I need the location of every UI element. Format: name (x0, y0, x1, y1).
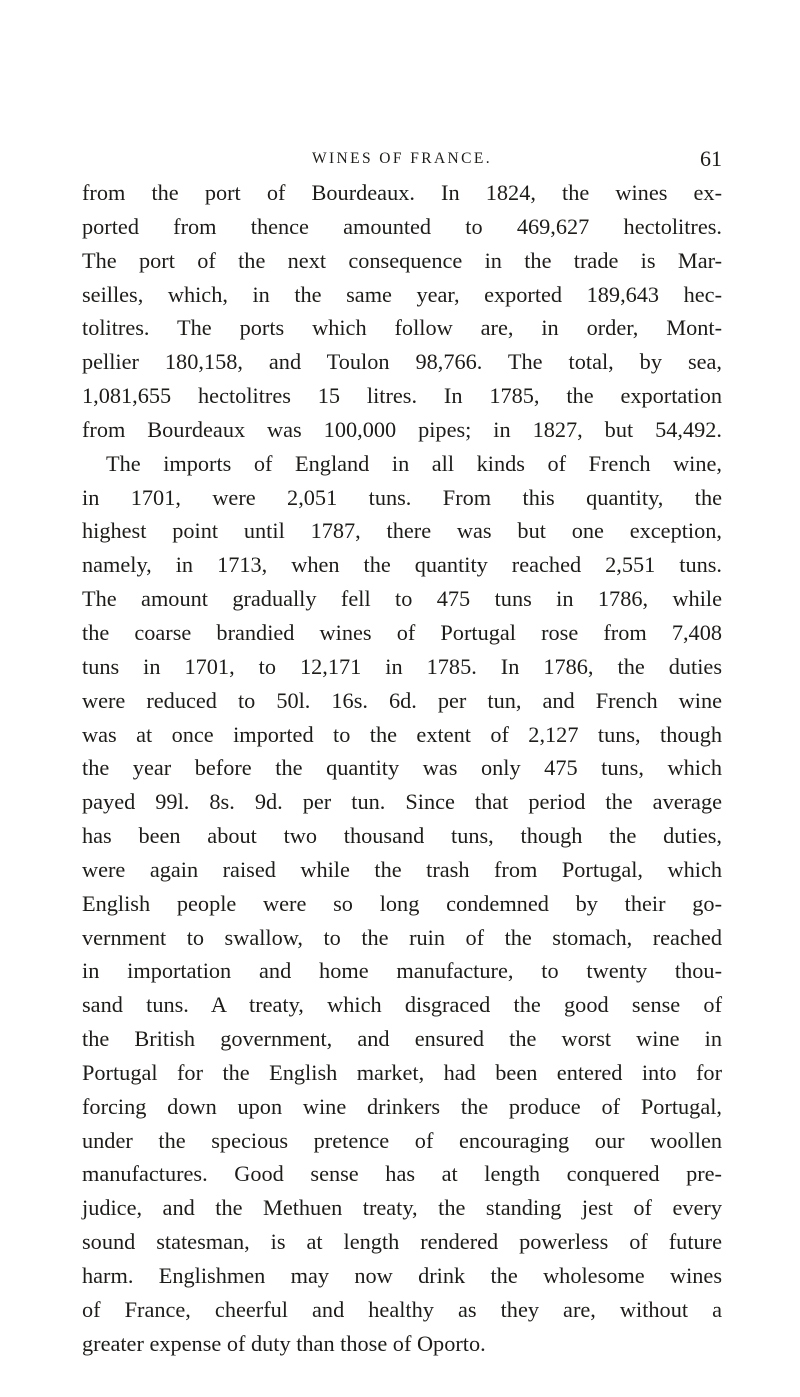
text-line: vernment to swallow, to the ruin of the stomach, reached (82, 924, 722, 950)
text-line: in 1701, were 2,051 tuns. From this quantity, the (82, 484, 722, 510)
text-line: the British government, and ensured the worst wine in (82, 1026, 722, 1052)
running-head-title: WINES OF FRANCE. (311, 150, 493, 167)
text-line: Portugal for the English market, had been entered into for (82, 1059, 722, 1085)
text-line: of France, cheerful and healthy as they are, without a (82, 1296, 722, 1322)
text-line: were again raised while the trash from Portugal, which (82, 856, 722, 882)
text-line: sand tuns. A treaty, which disgraced the good sense of (82, 992, 722, 1018)
text-line: greater expense of duty than those of Oporto. (82, 1330, 486, 1356)
text-line: from the port of Bourdeaux. In 1824, the wines ex- (82, 180, 722, 205)
text-line: The port of the next consequence in the trade is Mar- (82, 247, 722, 273)
text-line: the coarse brandied wines of Portugal rose from 7,408 (82, 619, 722, 645)
text-line: tuns in 1701, to 12,171 in 1785. In 1786, the duties (82, 653, 722, 679)
text-line: highest point until 1787, there was but one exception, (82, 518, 722, 544)
text-line: seilles, which, in the same year, exported 189,643 hec- (82, 281, 722, 307)
text-line: under the specious pretence of encouraging our woollen (82, 1127, 722, 1153)
text-line: sound statesman, is at length rendered powerless of future (82, 1229, 722, 1255)
text-line: was at once imported to the extent of 2,127 tuns, though (82, 721, 722, 747)
text-line: were reduced to 50l. 16s. 6d. per tun, and French wine (82, 687, 722, 713)
page-number: 61 (700, 146, 722, 171)
text-line: 1,081,655 hectolitres 15 litres. In 1785, the exportation (82, 383, 722, 409)
text-line: the year before the quantity was only 475 tuns, which (82, 755, 722, 781)
text-line: from Bourdeaux was 100,000 pipes; in 1827, but 54,492. (82, 416, 722, 442)
text-line: forcing down upon wine drinkers the produce of Portugal, (82, 1093, 722, 1119)
body-text (82, 176, 722, 1361)
text-line: ported from thence amounted to 469,627 hectolitres. (82, 213, 722, 239)
text-line: tolitres. The ports which follow are, in order, Mont- (82, 315, 722, 341)
text-line: harm. Englishmen may now drink the wholesome wines (82, 1263, 722, 1288)
text-line: The amount gradually fell to 475 tuns in 1786, while (82, 586, 722, 612)
text-line: in importation and home manufacture, to twenty thou- (82, 958, 722, 984)
text-line: judice, and the Methuen treaty, the standing jest of every (82, 1195, 722, 1221)
text-line: pellier 180,158, and Toulon 98,766. The total, by sea, (82, 349, 722, 375)
text-line: payed 99l. 8s. 9d. per tun. Since that period the average (82, 789, 722, 815)
text-line: manufactures. Good sense has at length conquered pre- (82, 1161, 722, 1187)
text-line: The imports of England in all kinds of French wine, (106, 450, 722, 476)
text-line: namely, in 1713, when the quantity reached 2,551 tuns. (82, 552, 722, 578)
text-line: has been about two thousand tuns, though the duties, (82, 823, 722, 849)
running-head (82, 146, 722, 176)
text-line: English people were so long condemned by their go- (82, 890, 722, 916)
